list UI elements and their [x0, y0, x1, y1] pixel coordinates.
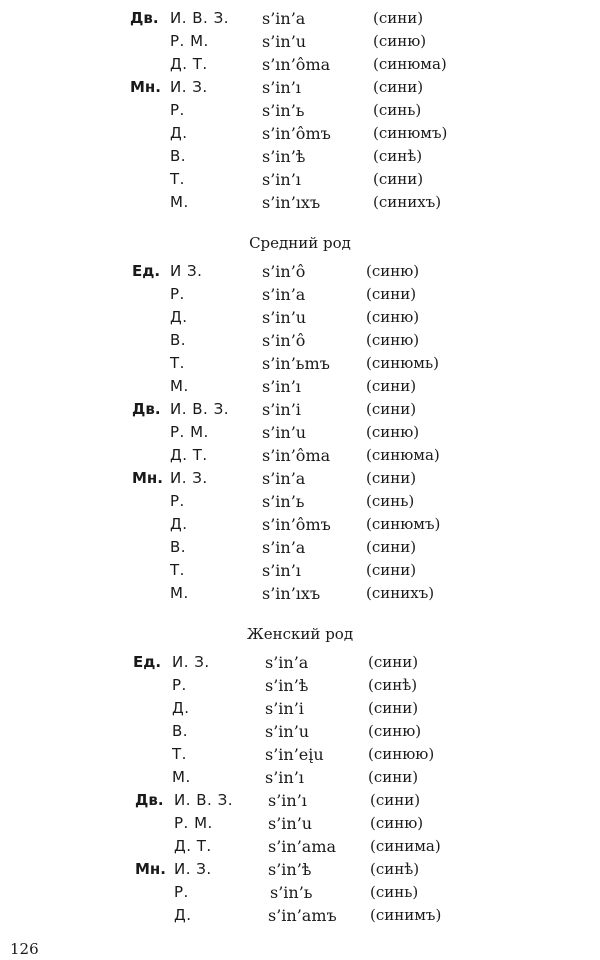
number-label: Дв. [135, 791, 164, 809]
number-label: Мн. [135, 860, 166, 878]
paradigm-row [0, 329, 600, 352]
transcription: s’ın’ôma [262, 55, 331, 74]
transcription: s’in’ama [268, 837, 337, 856]
cyrillic-form: (синь) [373, 101, 422, 119]
transcription: s’in’ômъ [262, 124, 331, 143]
case-label: Д. [170, 308, 188, 326]
cyrillic-form: (сини) [366, 400, 417, 418]
paradigm-row [0, 260, 600, 283]
case-label: Р. [170, 285, 185, 303]
cyrillic-form: (синю) [366, 262, 420, 280]
transcription: s’in’ь [262, 101, 305, 120]
cyrillic-form: (синимъ) [370, 906, 442, 924]
cyrillic-form: (сини) [373, 170, 424, 188]
transcription: s’in’ıxъ [262, 584, 321, 603]
paradigm-row [0, 858, 600, 881]
case-label: М. [170, 193, 189, 211]
paradigm-row [0, 490, 600, 513]
paradigm-row [0, 720, 600, 743]
paradigm-row [0, 743, 600, 766]
transcription: s’in’eįu [265, 745, 324, 764]
cyrillic-form: (синь) [370, 883, 419, 901]
paradigm-row [0, 582, 600, 605]
paradigm-row [0, 651, 600, 674]
cyrillic-form: (синюмь) [366, 354, 439, 372]
case-label: Р. [170, 492, 185, 510]
cyrillic-form: (синюмъ) [373, 124, 448, 142]
cyrillic-form: (сини) [373, 9, 424, 27]
case-label: Т. [170, 170, 185, 188]
paradigm-row [0, 375, 600, 398]
paradigm-row [0, 559, 600, 582]
transcription: s’in’u [262, 423, 307, 442]
transcription: s’in’ѣ [262, 147, 306, 166]
cyrillic-form: (синюмъ) [366, 515, 441, 533]
transcription: s’in’ı [262, 377, 301, 396]
transcription: s’in’ômъ [262, 515, 331, 534]
paradigm-row [0, 145, 600, 168]
transcription: s’in’u [262, 308, 307, 327]
transcription: s’in’u [262, 32, 307, 51]
paradigm-row [0, 674, 600, 697]
cyrillic-form: (сини) [368, 699, 419, 717]
paradigm-row [0, 467, 600, 490]
case-label: Т. [172, 745, 187, 763]
transcription: s’in’amъ [268, 906, 337, 925]
transcription: s’in’ıxъ [262, 193, 321, 212]
case-label: Р. М. [170, 423, 209, 441]
cyrillic-form: (синюма) [366, 446, 440, 464]
cyrillic-form: (сини) [366, 538, 417, 556]
case-label: Т. [170, 561, 185, 579]
case-label: И. З. [170, 469, 208, 487]
paradigm-row [0, 421, 600, 444]
number-label: Дв. [132, 400, 161, 418]
transcription: s’in’ô [262, 331, 306, 350]
cyrillic-form: (синихъ) [366, 584, 435, 602]
case-label: М. [170, 377, 189, 395]
transcription: s’in’ô [262, 262, 306, 281]
transcription: s’in’ôma [262, 446, 331, 465]
transcription: s’in’a [265, 653, 309, 672]
paradigm-row [0, 283, 600, 306]
case-label: Р. М. [174, 814, 213, 832]
case-label: И З. [170, 262, 203, 280]
case-label: И. В. З. [174, 791, 233, 809]
paradigm-row [0, 789, 600, 812]
case-label: В. [170, 538, 187, 556]
case-label: Д. [172, 699, 190, 717]
cyrillic-form: (сини) [373, 78, 424, 96]
transcription: s’in’i [262, 400, 301, 419]
cyrillic-form: (сини) [370, 791, 421, 809]
section-heading-feminine: Женский род [246, 625, 354, 643]
paradigm-row [0, 30, 600, 53]
paradigm-row [0, 881, 600, 904]
paradigm-row [0, 53, 600, 76]
paradigm-row [0, 191, 600, 214]
case-label: М. [170, 584, 189, 602]
cyrillic-form: (сини) [366, 285, 417, 303]
cyrillic-form: (сини) [366, 377, 417, 395]
case-label: И. В. З. [170, 400, 229, 418]
number-label: Мн. [132, 469, 163, 487]
cyrillic-form: (сини) [368, 768, 419, 786]
transcription: s’in’a [262, 9, 306, 28]
case-label: Р. [172, 676, 187, 694]
case-label: Д. [170, 515, 188, 533]
number-label: Мн. [130, 78, 161, 96]
cyrillic-form: (сини) [368, 653, 419, 671]
cyrillic-form: (синима) [370, 837, 441, 855]
case-label: Д. Т. [174, 837, 212, 855]
section-heading-neuter: Средний род [249, 234, 351, 252]
transcription: s’in’ѣ [268, 860, 312, 879]
cyrillic-form: (синѣ) [373, 147, 423, 165]
transcription: s’in’u [265, 722, 310, 741]
cyrillic-form: (синю) [370, 814, 424, 832]
paradigm-row [0, 904, 600, 927]
paradigm-row [0, 444, 600, 467]
transcription: s’in’ı [265, 768, 304, 787]
cyrillic-form: (синю) [366, 423, 420, 441]
case-label: М. [172, 768, 191, 786]
case-label: В. [170, 147, 187, 165]
cyrillic-form: (синь) [366, 492, 415, 510]
cyrillic-form: (синю) [373, 32, 427, 50]
transcription: s’in’a [262, 285, 306, 304]
transcription: s’in’ь [270, 883, 313, 902]
transcription: s’in’a [262, 469, 306, 488]
case-label: Д. [174, 906, 192, 924]
cyrillic-form: (синихъ) [373, 193, 442, 211]
number-label: Ед. [133, 653, 162, 671]
paradigm-row [0, 352, 600, 375]
transcription: s’in’u [268, 814, 313, 833]
paradigm-row [0, 99, 600, 122]
cyrillic-form: (сини) [366, 561, 417, 579]
cyrillic-form: (синю) [366, 331, 420, 349]
case-label: Р. [174, 883, 189, 901]
number-label: Ед. [132, 262, 161, 280]
paradigm-row [0, 835, 600, 858]
cyrillic-form: (синю) [366, 308, 420, 326]
case-label: И. З. [172, 653, 210, 671]
paradigm-row [0, 697, 600, 720]
case-label: Р. М. [170, 32, 209, 50]
paradigm-row [0, 812, 600, 835]
case-label: Д. [170, 124, 188, 142]
transcription: s’in’ı [262, 170, 301, 189]
paradigm-row [0, 398, 600, 421]
cyrillic-form: (синѣ) [370, 860, 420, 878]
transcription: s’in’i [265, 699, 304, 718]
transcription: s’in’ѣ [265, 676, 309, 695]
paradigm-row [0, 122, 600, 145]
paradigm-row [0, 766, 600, 789]
transcription: s’in’ь [262, 492, 305, 511]
case-label: И. З. [174, 860, 212, 878]
paradigm-row [0, 306, 600, 329]
case-label: И. В. З. [170, 9, 229, 27]
cyrillic-form: (синюма) [373, 55, 447, 73]
case-label: В. [172, 722, 189, 740]
cyrillic-form: (синю) [368, 722, 422, 740]
paradigm-row [0, 513, 600, 536]
transcription: s’in’a [262, 538, 306, 557]
paradigm-row [0, 536, 600, 559]
cyrillic-form: (синюю) [368, 745, 435, 763]
case-label: И. З. [170, 78, 208, 96]
case-label: Т. [170, 354, 185, 372]
case-label: Д. Т. [170, 55, 208, 73]
paradigm-row [0, 168, 600, 191]
transcription: s’in’ı [262, 561, 301, 580]
number-label: Дв. [130, 9, 159, 27]
transcription: s’in’ı [262, 78, 301, 97]
paradigm-row [0, 7, 600, 30]
case-label: Д. Т. [170, 446, 208, 464]
case-label: Р. [170, 101, 185, 119]
cyrillic-form: (сини) [366, 469, 417, 487]
transcription: s’in’ьmъ [262, 354, 330, 373]
case-label: В. [170, 331, 187, 349]
transcription: s’in’ı [268, 791, 307, 810]
page-number: 126 [10, 940, 39, 958]
cyrillic-form: (синѣ) [368, 676, 418, 694]
paradigm-row [0, 76, 600, 99]
